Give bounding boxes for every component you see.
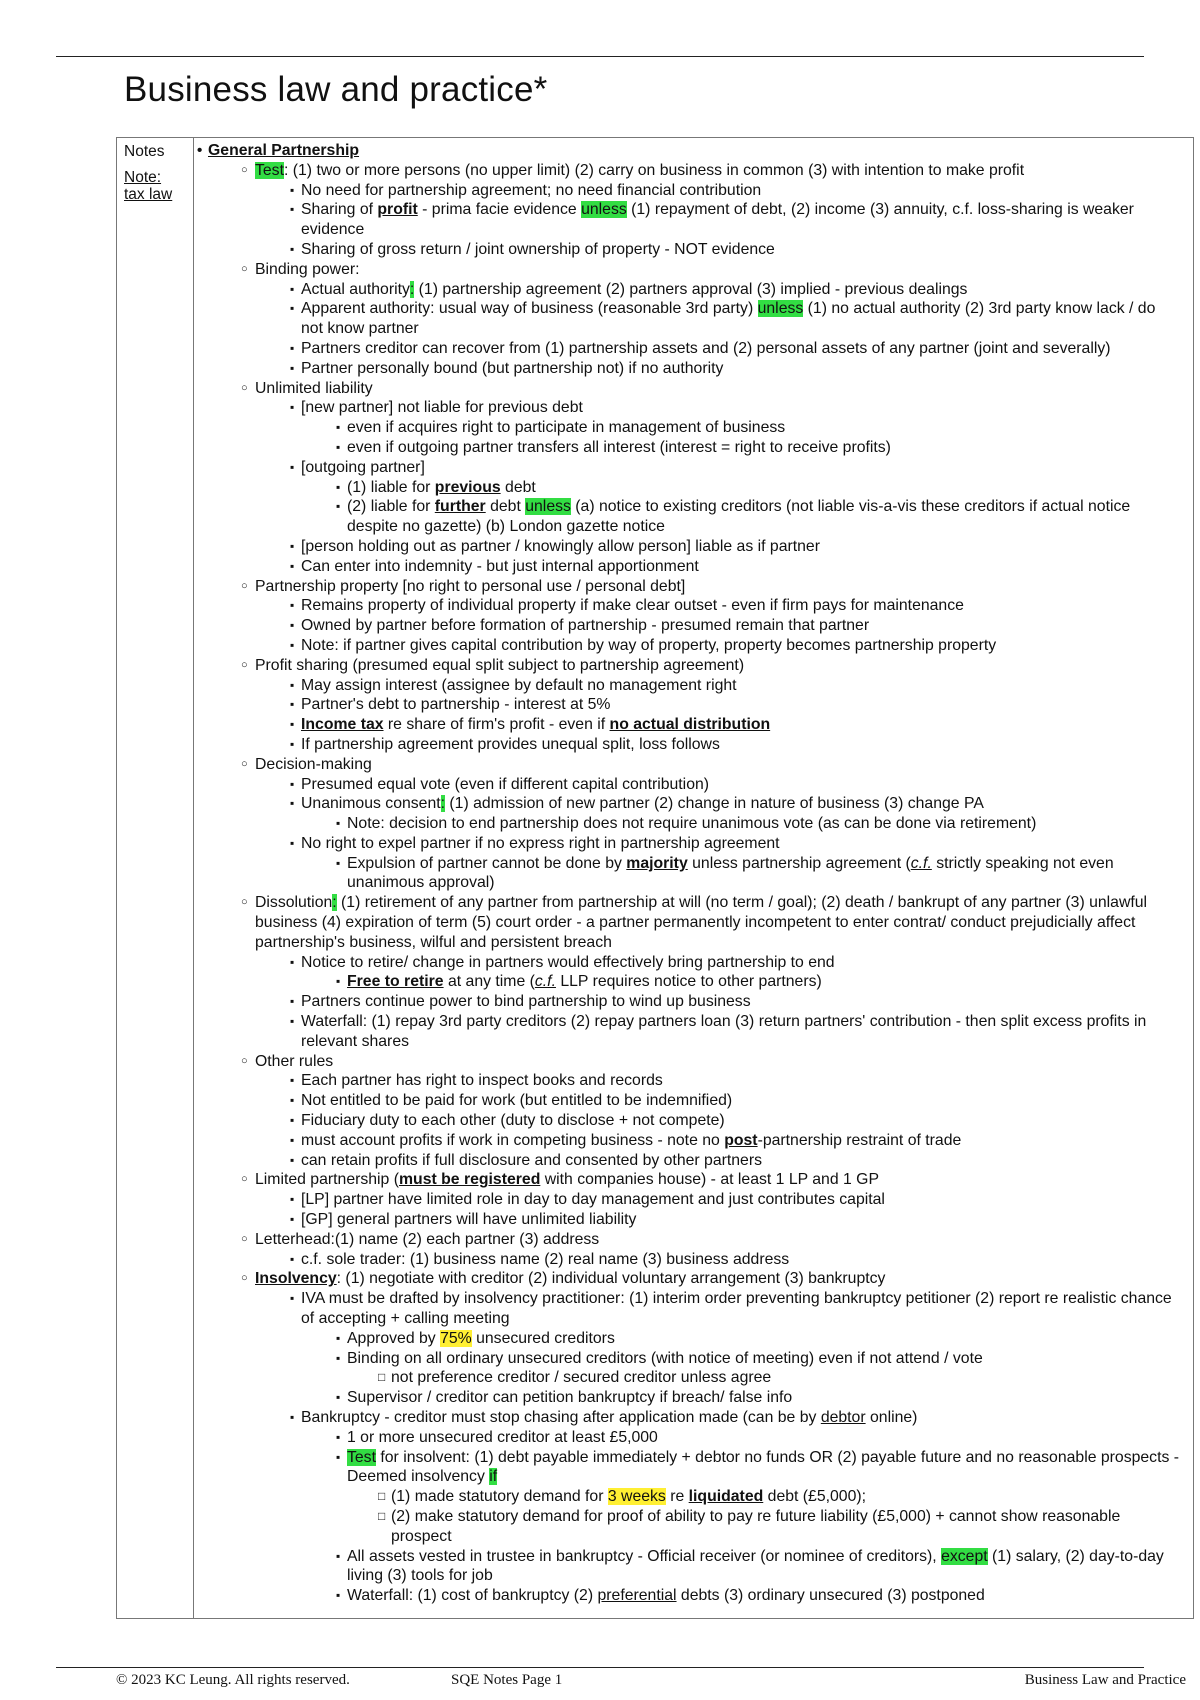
note-item: ▪ [LP] partner have limited role in day to day management and just contributes capital <box>194 1190 1193 1210</box>
note-item: ○ Partnership property [no right to personal use / personal debt] <box>194 577 1193 597</box>
note-item: ▪ Presumed equal vote (even if different capital contribution) <box>194 775 1193 795</box>
notes-table <box>116 137 1194 1619</box>
note-item: ○ Unlimited liability <box>194 379 1193 399</box>
note-item: ▪ Note: if partner gives capital contribution by way of property, property becomes partnership property <box>194 636 1193 656</box>
note-item: ▪ (1) liable for previous debt <box>194 478 1193 498</box>
note-item: ▪ [outgoing partner] <box>194 458 1193 478</box>
note-item: ▪ Can enter into indemnity - but just internal apportionment <box>194 557 1193 577</box>
note-item: ▪ 1 or more unsecured creditor at least £5,000 <box>194 1428 1193 1448</box>
note-item: ▪ [new partner] not liable for previous debt <box>194 398 1193 418</box>
note-item: ▪ Income tax re share of firm's profit - even if no actual distribution <box>194 715 1193 735</box>
note-item: ▪ Sharing of gross return / joint ownership of property - NOT evidence <box>194 240 1193 260</box>
top-rule <box>56 56 1144 57</box>
note-item: ▪ Sharing of profit - prima facie evidence unless (1) repayment of debt, (2) income (3) annuity, c.f. loss-sharing is weaker evidence <box>194 200 1193 240</box>
note-item: ▪ can retain profits if full disclosure and consented by other partners <box>194 1151 1193 1171</box>
note-item: ○ Limited partnership (must be registered with companies house) - at least 1 LP and 1 GP <box>194 1170 1193 1190</box>
note-item: □ (2) make statutory demand for proof of ability to pay re future liability (£5,000) + cannot show reasonable prospect <box>194 1507 1193 1547</box>
note-item: ▪ Each partner has right to inspect books and records <box>194 1071 1193 1091</box>
note-item: ○ Profit sharing (presumed equal split subject to partnership agreement) <box>194 656 1193 676</box>
note-item: ▪ Not entitled to be paid for work (but entitled to be indemnified) <box>194 1091 1193 1111</box>
note-item: ▪ Notice to retire/ change in partners would effectively bring partnership to end <box>194 953 1193 973</box>
note-item: ▪ Fiduciary duty to each other (duty to disclose + not compete) <box>194 1111 1193 1131</box>
note-item: ▪ Partner personally bound (but partnership not) if no authority <box>194 359 1193 379</box>
note-item: ▪ Note: decision to end partnership does not require unanimous vote (as can be done via retirement) <box>194 814 1193 834</box>
page-number-footer: SQE Notes Page 1 <box>451 1672 563 1688</box>
note-item: ○ Decision-making <box>194 755 1193 775</box>
note-item: ▪ All assets vested in trustee in bankruptcy - Official receiver (or nominee of creditors), except (1) salary, (2) day-to-day living (3) tools for job <box>194 1547 1193 1587</box>
note-item: ▪ Unanimous consent: (1) admission of new partner (2) change in nature of business (3) change PA <box>194 794 1193 814</box>
note-item: ▪ Actual authority: (1) partnership agreement (2) partners approval (3) implied - previous dealings <box>194 280 1193 300</box>
note-item: ▪ Partner's debt to partnership - interest at 5% <box>194 695 1193 715</box>
note-item: ▪ even if acquires right to participate in management of business <box>194 418 1193 438</box>
note-item: ▪ Expulsion of partner cannot be done by majority unless partnership agreement (c.f. strictly speaking not even unanimous approval) <box>194 854 1193 894</box>
note-item: ▪ Supervisor / creditor can petition bankruptcy if breach/ false info <box>194 1388 1193 1408</box>
note-item: ▪ [person holding out as partner / knowingly allow person] liable as if partner <box>194 537 1193 557</box>
note-item: ▪ Partners continue power to bind partnership to wind up business <box>194 992 1193 1012</box>
note-item: ▪ IVA must be drafted by insolvency practitioner: (1) interim order preventing bankruptcy petitioner (2) report re realistic chance of accepting + calling meeting <box>194 1289 1193 1329</box>
note-item: ▪ c.f. sole trader: (1) business name (2) real name (3) business address <box>194 1250 1193 1270</box>
note-item: ▪ Free to retire at any time (c.f. LLP requires notice to other partners) <box>194 972 1193 992</box>
note-item: ○ Letterhead:(1) name (2) each partner (3) address <box>194 1230 1193 1250</box>
note-item: ▪ Apparent authority: usual way of business (reasonable 3rd party) unless (1) no actual authority (2) 3rd party know lack / do not know partner <box>194 299 1193 339</box>
note-item: ▪ [GP] general partners will have unlimited liability <box>194 1210 1193 1230</box>
note-item: ▪ Approved by 75% unsecured creditors <box>194 1329 1193 1349</box>
note-item: ▪ must account profits if work in competing business - note no post-partnership restraint of trade <box>194 1131 1193 1151</box>
notes-sidebar <box>117 138 194 1618</box>
note-item: ▪ No need for partnership agreement; no need financial contribution <box>194 181 1193 201</box>
note-item: ▪ Waterfall: (1) cost of bankruptcy (2) preferential debts (3) ordinary unsecured (3) postponed <box>194 1586 1193 1606</box>
page-title: Business law and practice* <box>124 70 548 109</box>
note-item: □ not preference creditor / secured creditor unless agree <box>194 1368 1193 1388</box>
note-item: ○ Insolvency: (1) negotiate with creditor (2) individual voluntary arrangement (3) bankruptcy <box>194 1269 1193 1289</box>
tax-law-link[interactable]: tax law <box>124 186 173 203</box>
note-item: ▪ If partnership agreement provides unequal split, loss follows <box>194 735 1193 755</box>
note-item: ▪ May assign interest (assignee by default no management right <box>194 676 1193 696</box>
note-item: ○ Binding power: <box>194 260 1193 280</box>
notes-heading: Notes <box>124 143 165 160</box>
note-item: • General Partnership <box>194 141 1193 161</box>
note-label: Note: <box>124 169 162 186</box>
note-item: ▪ Owned by partner before formation of partnership - presumed remain that partner <box>194 616 1193 636</box>
notes-content <box>194 141 1193 1618</box>
note-item: □ (1) made statutory demand for 3 weeks re liquidated debt (£5,000); <box>194 1487 1193 1507</box>
note-item: ▪ even if outgoing partner transfers all interest (interest = right to receive profits) <box>194 438 1193 458</box>
copyright-footer: © 2023 KC Leung. All rights reserved. <box>116 1672 350 1688</box>
note-item: ▪ Waterfall: (1) repay 3rd party creditors (2) repay partners loan (3) return partners' contribution - then split excess profits in relevant shares <box>194 1012 1193 1052</box>
note-item: ○ Test: (1) two or more persons (no upper limit) (2) carry on business in common (3) with intention to make profit <box>194 161 1193 181</box>
subject-footer: Business Law and Practice <box>1024 1672 1186 1688</box>
bottom-rule <box>56 1667 1144 1668</box>
note-item: ○ Dissolution: (1) retirement of any partner from partnership at will (no term / goal); (2) death / bankrupt of any partner (3) unlawful business (4) expiration of term (5) court order - a partner permanently incompetent to enter contrat/ conduct prejudicially affect partnership's business, wilful and persistent breach <box>194 893 1193 952</box>
note-item: ▪ Binding on all ordinary unsecured creditors (with notice of meeting) even if not attend / vote <box>194 1349 1193 1369</box>
note-item: ○ Other rules <box>194 1052 1193 1072</box>
note-item: ▪ Test for insolvent: (1) debt payable immediately + debtor no funds OR (2) payable future and no reasonable prospects - Deemed insolvency if <box>194 1448 1193 1488</box>
note-item: ▪ Remains property of individual property if make clear outset - even if firm pays for maintenance <box>194 596 1193 616</box>
note-item: ▪ Partners creditor can recover from (1) partnership assets and (2) personal assets of any partner (joint and severally) <box>194 339 1193 359</box>
note-item: ▪ (2) liable for further debt unless (a) notice to existing creditors (not liable vis-a-vis these creditors if actual notice despite no gazette) (b) London gazette notice <box>194 497 1193 537</box>
note-item: ▪ No right to expel partner if no express right in partnership agreement <box>194 834 1193 854</box>
note-item: ▪ Bankruptcy - creditor must stop chasing after application made (can be by debtor online) <box>194 1408 1193 1428</box>
